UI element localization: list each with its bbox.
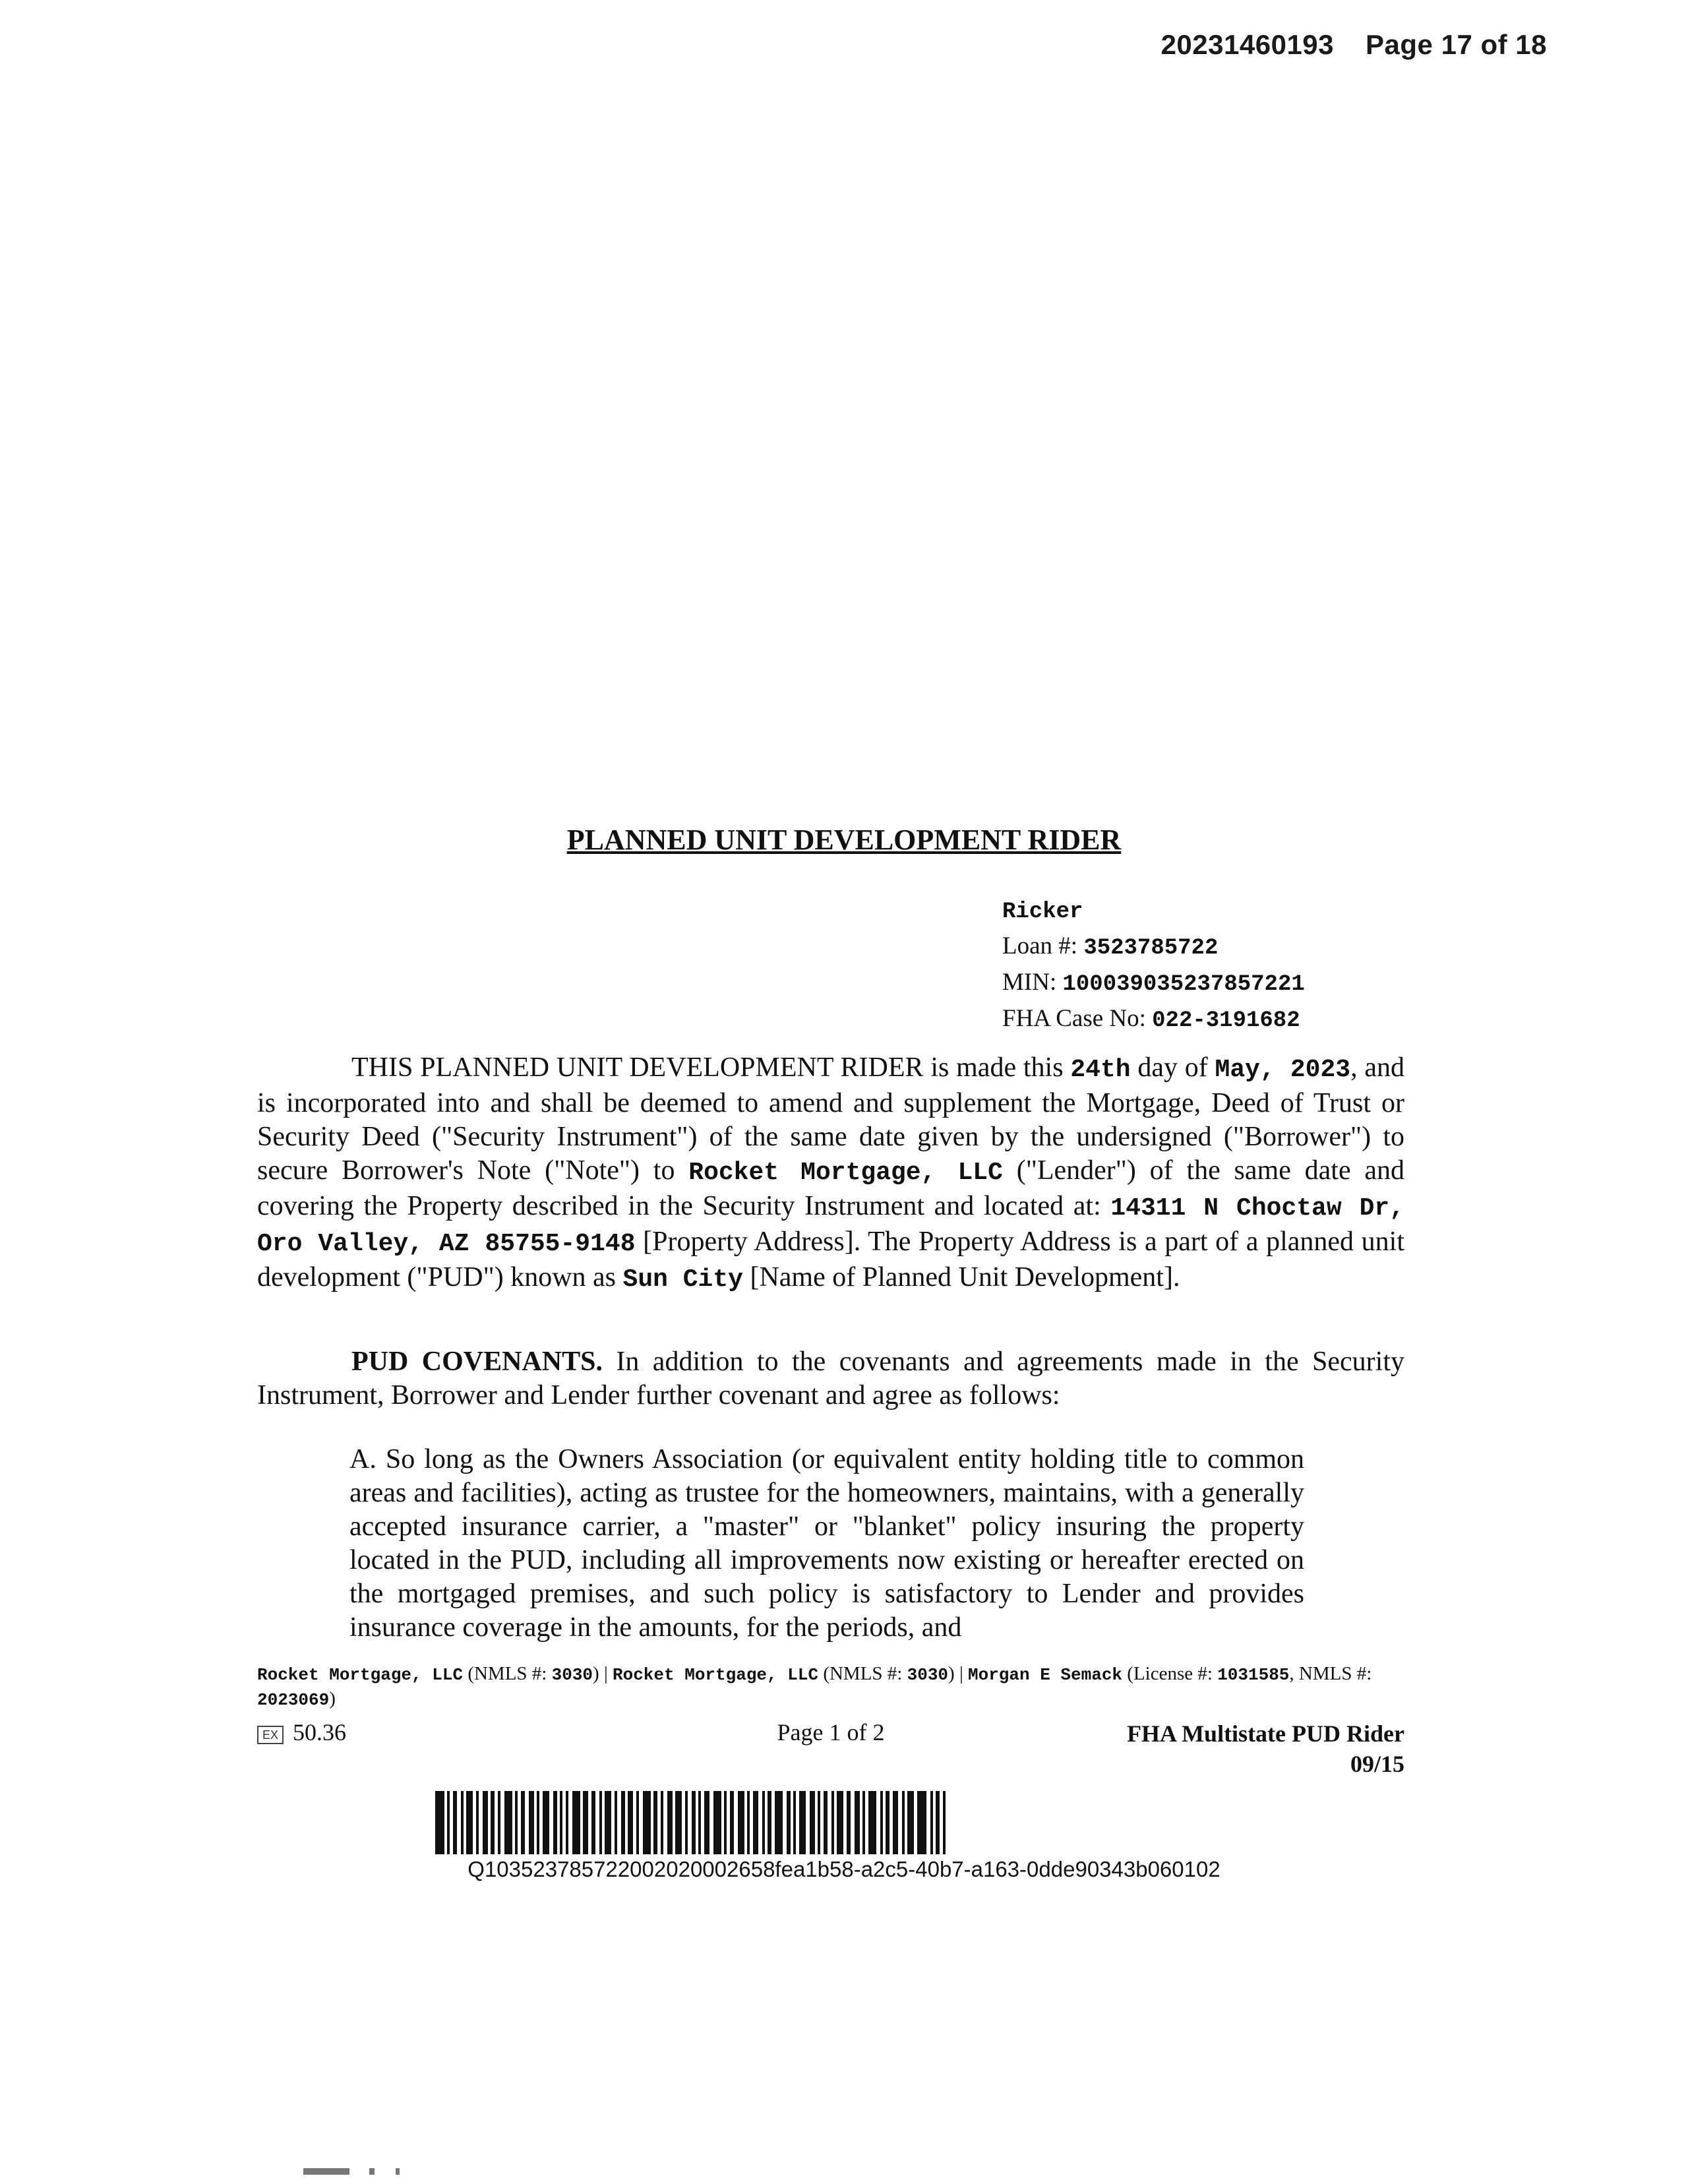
barcode-bar [868,1791,876,1854]
rider-month-year: May, 2023 [1215,1056,1351,1084]
footer-nmls-number: 3030 [551,1665,593,1685]
form-page-number: Page 1 of 2 [777,1719,885,1745]
property-address: 14311 N Choctaw Dr, Oro Valley, AZ 85755-9148 [257,1194,1404,1258]
pud-covenants-heading: PUD COVENANTS. [351,1347,603,1377]
barcode-bar [893,1791,898,1854]
loan-reference-block [1002,893,1305,1038]
borrower-name: Ricker [1002,899,1083,925]
barcode-bar [831,1791,834,1854]
barcode-bar [615,1791,617,1854]
footer-lender-name: Rocket Mortgage, LLC [257,1665,464,1685]
footer-loan-officer: Morgan E Semack [968,1665,1123,1685]
barcode-bar [775,1791,783,1854]
lender-name: Rocket Mortgage, LLC [688,1159,1003,1187]
footer-separator: ) | [593,1663,613,1684]
barcode-bar [491,1791,495,1854]
footer-text: (License #: [1122,1663,1218,1684]
barcode-bar [653,1791,657,1854]
barcode-bar [667,1791,673,1854]
barcode-bar [621,1791,625,1854]
loan-number: 3523785722 [1083,936,1219,961]
footer-separator: ) | [948,1663,968,1684]
footer-text: ) [329,1688,336,1709]
barcode-bar [675,1791,682,1854]
barcode-bar [738,1791,744,1854]
barcode-bar [572,1791,580,1854]
recording-header [1161,29,1547,61]
footer-nmls-number: 3030 [907,1665,949,1685]
document-number: 20231460193 [1160,29,1335,60]
pud-covenants-text: In addition to the covenants and agreements made in the Security Instrument, Borrower and Lender further covenant and agree as follows: [257,1347,1405,1410]
pud-covenants-paragraph [257,1345,1404,1412]
barcode-text: Q103523785722002020002658fea1b58-a2c5-40b7-a163-0dde90343b060102 [467,1857,1221,1881]
barcode-bar [810,1791,815,1854]
barcode-bar [787,1791,791,1854]
covenant-a-paragraph: A. So long as the Owners Association (or equivalent entity holding title to common areas and facilities), acting as trustee for the homeowners, maintains, with a generally accepted insurance carrier, a "master" or "blanket" policy insuring the property located in the PUD, including all improvements now existing or hereafter erected on the mortgaged premises, and such policy is satisfactory to Lender and provides insurance coverage in the amounts, for the periods, and [349,1444,1304,1643]
intro-text: [Property Address]. The Property Address is a part of a planned unit development ("PUD") known as [257,1227,1405,1292]
barcode-bar [483,1791,488,1854]
barcode-bar [818,1791,820,1854]
footer-text: (NMLS #: [818,1663,907,1684]
footer-nmls-number: 2023069 [257,1690,330,1710]
barcode-bar [661,1791,663,1854]
barcode-bar [643,1791,651,1854]
lender-footer [257,1662,1404,1712]
barcode-bar [591,1791,595,1854]
barcode-bar [537,1791,539,1854]
form-name: FHA Multistate PUD Rider [1127,1720,1404,1747]
barcode-bar [936,1791,940,1854]
barcode-bar [747,1791,750,1854]
barcode-bar [515,1791,518,1854]
barcode-bar [837,1791,843,1854]
barcode-bar [466,1791,473,1854]
footer-text: (NMLS #: [463,1663,552,1684]
min-label: MIN: [1002,969,1063,996]
rider-day: 24th [1070,1056,1131,1084]
footer-lender-name: Rocket Mortgage, LLC [613,1665,819,1685]
scan-artifact [396,2168,400,2175]
fha-label: FHA Case No: [1002,1005,1153,1032]
barcode-bar [704,1791,709,1854]
footer-text: , NMLS #: [1289,1663,1372,1684]
barcode-bar [447,1791,450,1854]
pud-name: Sun City [622,1265,743,1294]
form-number: 50.36 [293,1719,346,1745]
barcode-bar [886,1791,889,1854]
barcode-bar [762,1791,765,1854]
barcode-bar [636,1791,639,1854]
intro-text: , and is incorporated into and shall be deemed to amend and supplement the Mortgage, Deed of Trust or Security Deed ("Security Instrument") of the same date given by the undersigned ("Borrower") to secure Borrower's Note ("Note") to [257,1052,1405,1186]
footer-license-number: 1031585 [1217,1665,1290,1685]
barcode-bar [753,1791,758,1854]
barcode-bar [566,1791,568,1854]
barcode-bar [553,1791,557,1854]
barcode-bar [930,1791,933,1854]
intro-text: [Name of Planned Unit Development]. [742,1262,1180,1292]
barcode-bar [768,1791,771,1854]
barcode-bar [824,1791,828,1854]
barcode-bar [713,1791,721,1854]
intro-text: ("Lender") of the same date and covering the Property described in the Security Instrument and located at: [257,1155,1405,1221]
barcode-bar [917,1791,926,1854]
fha-case-number: 022-3191682 [1152,1008,1300,1033]
barcode-bar [435,1791,444,1854]
barcode-bar [943,1791,946,1854]
barcode-bar [902,1791,905,1854]
barcode-bar [730,1791,734,1854]
barcode-bar [599,1791,602,1854]
barcode-bar [461,1791,464,1854]
barcode-bar [628,1791,633,1854]
barcode-bar [583,1791,588,1854]
min-number: 100039035237857221 [1062,972,1305,997]
barcode-bar [698,1791,701,1854]
intro-text: THIS PLANNED UNIT DEVELOPMENT RIDER is made this [351,1052,1071,1083]
barcode-bar [880,1791,883,1854]
ex-form-icon: EX [257,1726,284,1744]
barcode-bar [724,1791,727,1854]
barcode-bar [907,1791,914,1854]
barcode-bar [847,1791,851,1854]
barcode-bar [453,1791,457,1854]
rider-intro-paragraph [257,1051,1404,1296]
scan-artifact [369,2168,375,2175]
barcode-bar [862,1791,865,1854]
form-date: 09/15 [1350,1751,1404,1777]
scan-artifact [303,2168,349,2175]
intro-text: day of [1130,1052,1215,1083]
document-title: PLANNED UNIT DEVELOPMENT RIDER [566,824,1122,856]
barcode-bar [793,1791,796,1854]
barcode-bar [476,1791,479,1854]
form-name-block [1127,1718,1404,1779]
barcode-bar [799,1791,806,1854]
barcode-bar [855,1791,860,1854]
barcode-bar [605,1791,611,1854]
barcode-image [435,1791,1226,1854]
recording-page-number: Page 17 of 18 [1366,29,1547,60]
barcode-bar [560,1791,562,1854]
barcode-bar [543,1791,549,1854]
barcode-bar [504,1791,512,1854]
barcode-bar [685,1791,688,1854]
barcode-bar [521,1791,525,1854]
barcode-bar [529,1791,534,1854]
loan-label: Loan #: [1002,932,1084,959]
barcode-bar [498,1791,500,1854]
barcode-bar [692,1791,696,1854]
